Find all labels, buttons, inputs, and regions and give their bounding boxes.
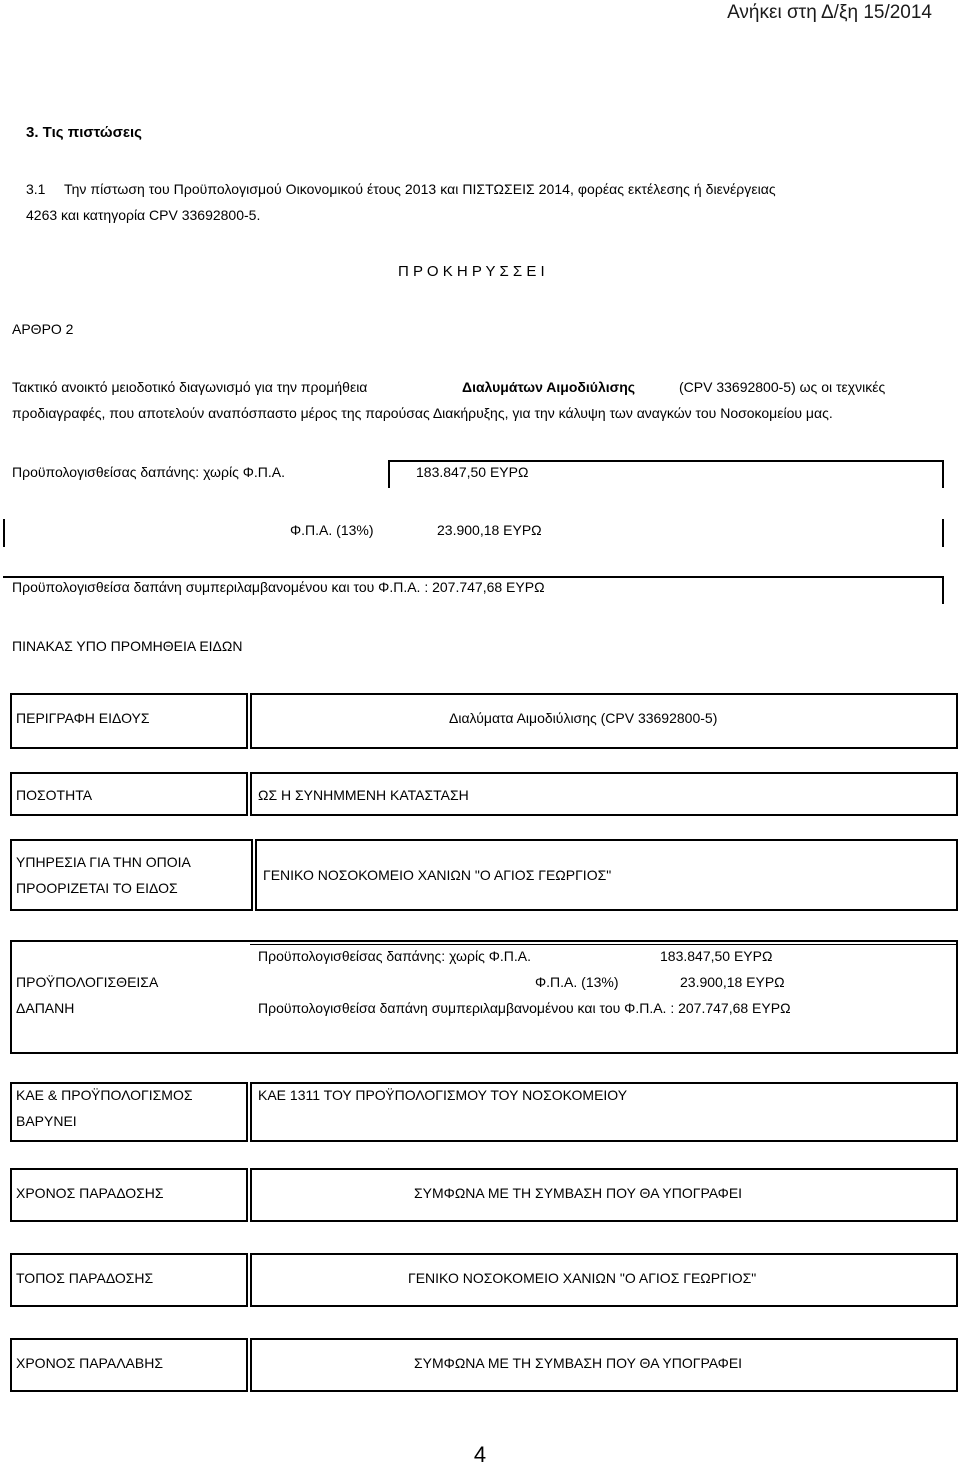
header-note: Ανήκει στη Δ/ξη 15/2014	[727, 2, 932, 23]
total-rule-top	[3, 576, 944, 578]
article-heading: ΑΡΘΡΟ 2	[12, 321, 74, 337]
row3-label-line2: ΠΡΟΟΡΙΖΕΤΑΙ ΤΟ ΕΙΔΟΣ	[16, 880, 178, 896]
row1-label: ΠΕΡΙΓΡΑΦΗ ΕΙΔΟΥΣ	[16, 710, 150, 726]
row4-vat-amount: 23.900,18 ΕΥΡΩ	[680, 974, 785, 990]
row4-inner-rule	[250, 944, 958, 945]
section-number: 3.1	[26, 181, 46, 197]
row6-value: ΣΥΜΦΩΝΑ ΜΕ ΤΗ ΣΥΜΒΑΣΗ ΠΟΥ ΘΑ ΥΠΟΓΡΑΦΕΙ	[414, 1185, 743, 1201]
budget-rule-top	[388, 460, 944, 462]
section-title: 3. Τις πιστώσεις	[26, 124, 142, 141]
row4-no-vat-label: Προϋπολογισθείσας δαπάνης: χωρίς Φ.Π.Α.	[258, 948, 531, 964]
budget-vat-label: Φ.Π.Α. (13%)	[290, 522, 374, 538]
budget-rule-left	[388, 460, 390, 488]
body-line1-part2: (CPV 33692800-5) ως οι τεχνικές	[679, 379, 886, 395]
row4-no-vat-amount: 183.847,50 ΕΥΡΩ	[660, 948, 773, 964]
row5-label-line1: ΚΑΕ & ΠΡΟΫΠΟΛΟΓΙΣΜΟΣ	[16, 1087, 193, 1103]
row8-label: ΧΡΟΝΟΣ ΠΑΡΑΛΑΒΗΣ	[16, 1355, 163, 1371]
body-line1-part1: Τακτικό ανοικτό μειοδοτικό διαγωνισμό για την προμήθεια	[12, 379, 368, 395]
budget-no-vat-amount: 183.847,50 ΕΥΡΩ	[416, 464, 529, 480]
budget-total: Προϋπολογισθείσα δαπάνη συμπεριλαμβανομένου και του Φ.Π.Α. : 207.747,68 ΕΥΡΩ	[12, 579, 545, 595]
row7-value: ΓΕΝΙΚΟ ΝΟΣΟΚΟΜΕΙΟ ΧΑΝΙΩΝ "Ο ΑΓΙΟΣ ΓΕΩΡΓΙΟΣ"	[408, 1270, 757, 1286]
budget-no-vat-label: Προϋπολογισθείσας δαπάνης: χωρίς Φ.Π.Α.	[12, 464, 285, 480]
row5-label-line2: ΒΑΡΥΝΕΙ	[16, 1113, 77, 1129]
row1-value: Διαλύματα Αιμοδιύλισης (CPV 33692800-5)	[449, 710, 718, 726]
row4-label-line1: ΠΡΟΫΠΟΛΟΓΙΣΘΕΙΣΑ	[16, 974, 159, 990]
vat-rule-right	[942, 519, 944, 547]
row5-value: ΚΑΕ 1311 ΤΟΥ ΠΡΟΫΠΟΛΟΓΙΣΜΟΥ ΤΟΥ ΝΟΣΟΚΟΜΕΙΟΥ	[258, 1087, 628, 1103]
row3-label-cell	[10, 839, 253, 911]
proclaims-heading: Π Ρ Ο Κ Η Ρ Υ Σ Σ Ε Ι	[398, 263, 545, 280]
row2-value: ΩΣ Η ΣΥΝΗΜΜΕΝΗ ΚΑΤΑΣΤΑΣΗ	[258, 787, 469, 803]
row6-label: ΧΡΟΝΟΣ ΠΑΡΑΔΟΣΗΣ	[16, 1185, 164, 1201]
row7-label: ΤΟΠΟΣ ΠΑΡΑΔΟΣΗΣ	[16, 1270, 154, 1286]
page-number: 4	[473, 1442, 487, 1467]
vat-rule-left	[3, 519, 5, 547]
row3-label-line1: ΥΠΗΡΕΣΙΑ ΓΙΑ ΤΗΝ ΟΠΟΙΑ	[16, 854, 191, 870]
row4-vat-label: Φ.Π.Α. (13%)	[535, 974, 619, 990]
body-line1-product: Διαλυμάτων Αιμοδιύλισης	[462, 379, 636, 395]
row2-label: ΠΟΣΟΤΗΤΑ	[16, 787, 93, 803]
section-paragraph-line1: Την πίστωση του Προϋπολογισμού Οικονομικού έτους 2013 και ΠΙΣΤΩΣΕΙΣ 2014, φορέας εκτέλεσης ή διενέργειας	[64, 181, 776, 197]
row4-total: Προϋπολογισθείσα δαπάνη συμπεριλαμβανομένου και του Φ.Π.Α. : 207.747,68 ΕΥΡΩ	[258, 1000, 791, 1016]
row4-label-line2: ΔΑΠΑΝΗ	[16, 1000, 75, 1016]
budget-vat-amount: 23.900,18 ΕΥΡΩ	[437, 522, 542, 538]
row8-value: ΣΥΜΦΩΝΑ ΜΕ ΤΗ ΣΥΜΒΑΣΗ ΠΟΥ ΘΑ ΥΠΟΓΡΑΦΕΙ	[414, 1355, 743, 1371]
budget-rule-right	[942, 460, 944, 488]
row3-value: ΓΕΝΙΚΟ ΝΟΣΟΚΟΜΕΙΟ ΧΑΝΙΩΝ "Ο ΑΓΙΟΣ ΓΕΩΡΓΙΟΣ"	[263, 867, 612, 883]
table-title: ΠΙΝΑΚΑΣ ΥΠΟ ΠΡΟΜΗΘΕΙΑ ΕΙΔΩΝ	[12, 638, 243, 654]
body-line2: προδιαγραφές, που αποτελούν αναπόσπαστο μέρος της παρούσας Διακήρυξης, για την κάλυψη των αναγκών του Νοσοκομείου μας.	[12, 405, 833, 421]
total-rule-right	[942, 576, 944, 604]
section-paragraph-line2: 4263 και κατηγορία CPV 33692800-5.	[26, 207, 261, 223]
